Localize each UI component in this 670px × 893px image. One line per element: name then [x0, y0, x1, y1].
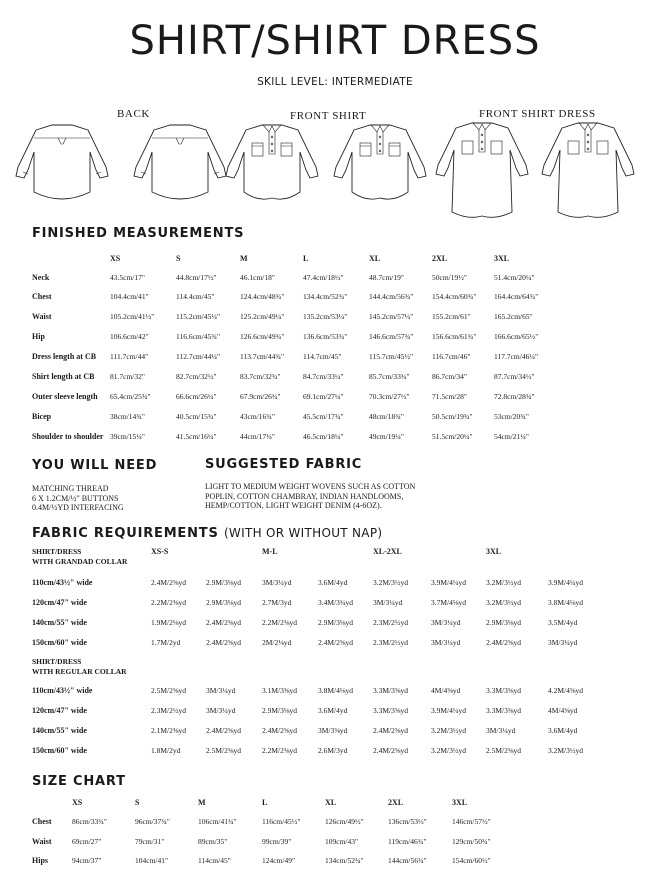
size-group-header: M-L: [262, 547, 278, 556]
fabric-amount-cell: 2.4M/2⅝yd: [486, 638, 522, 647]
measurement-label: Shirt length at CB: [32, 372, 95, 381]
size-chart-cell: 106cm/41¾": [198, 817, 237, 826]
size-chart-cell: 109cm/43": [325, 837, 359, 846]
fabric-amount-cell: 2.3M/2½yd: [373, 638, 409, 647]
you-will-need-line: MATCHING THREAD: [32, 484, 109, 493]
fabric-amount-cell: 3.2M/3½yd: [486, 598, 522, 607]
fabric-width-label: 110cm/43½" wide: [32, 578, 93, 587]
measurement-cell: 46.5cm/18¼": [303, 432, 344, 441]
measurement-cell: 106.6cm/42": [110, 332, 149, 341]
suggested-fabric-heading: SUGGESTED FABRIC: [205, 457, 363, 472]
fabric-amount-cell: 3.9M/4¼yd: [548, 578, 584, 587]
size-chart-header: S: [135, 798, 140, 807]
suggested-fabric-line: HEMP/COTTON, LIGHT WEIGHT DENIM (4-6OZ).: [205, 501, 382, 511]
measurement-cell: 46.1cm/18": [240, 273, 275, 282]
size-chart-heading: SIZE CHART: [32, 774, 126, 789]
fabric-amount-cell: 1.8M/2yd: [151, 746, 181, 755]
fabric-amount-cell: 3.2M/3½yd: [431, 726, 467, 735]
finished-measurements-heading: FINISHED MEASUREMENTS: [32, 226, 245, 241]
fabric-amount-cell: 2.3M/2½yd: [151, 706, 187, 715]
fabric-amount-cell: 2.2M/2⅜yd: [151, 598, 187, 607]
page-title: SHIRT/SHIRT DRESS: [129, 18, 541, 64]
measurement-cell: 112.7cm/44¼": [176, 352, 221, 361]
measurement-cell: 44cm/17¼": [240, 432, 275, 441]
measurement-label: Chest: [32, 292, 52, 301]
measurement-cell: 126.6cm/49¾": [240, 332, 285, 341]
fabric-amount-cell: 2.2M/2⅜yd: [262, 618, 298, 627]
size-chart-cell: 116cm/45½": [262, 817, 301, 826]
measurement-cell: 71.5cm/28": [432, 392, 467, 401]
fabric-amount-cell: 2.4M/2⅝yd: [262, 726, 298, 735]
measurement-label: Shoulder to shoulder: [32, 432, 104, 441]
fabric-amount-cell: 2.9M/3⅛yd: [206, 578, 242, 587]
size-header: 3XL: [494, 254, 510, 263]
size-chart-header: L: [262, 798, 268, 807]
you-will-need-heading: YOU WILL NEED: [32, 458, 158, 473]
fabric-width-label: 150cm/60" wide: [32, 638, 87, 647]
size-header: M: [240, 254, 248, 263]
suggested-fabric-text: [205, 482, 415, 511]
measurement-cell: 48.7cm/19": [369, 273, 404, 282]
measurement-cell: 136.6cm/53¾": [303, 332, 348, 341]
fabric-amount-cell: 3M/3¼yd: [206, 706, 236, 715]
fabric-amount-cell: 2.5M/2⅝yd: [486, 746, 522, 755]
measurement-cell: 146.6cm/57¾": [369, 332, 414, 341]
fabric-group-label-line: WITH REGULAR COLLAR: [32, 666, 127, 676]
front-shirt-regular: [334, 125, 426, 199]
fabric-amount-cell: 2.9M/3⅛yd: [206, 598, 242, 607]
fabric-group-label: [32, 547, 127, 566]
fabric-requirements-heading: [32, 526, 382, 541]
suggested-fabric-line: POPLIN, COTTON CHAMBRAY, INDIAN HANDLOOMS,: [205, 491, 404, 501]
fabric-amount-cell: 3.2M/3½yd: [373, 578, 409, 587]
fabric-amount-cell: 2.9M/3⅛yd: [486, 618, 522, 627]
measurement-cell: 49cm/19¼": [369, 432, 404, 441]
size-group-header: 3XL: [486, 547, 502, 556]
fabric-amount-cell: 3.7M/4⅛yd: [431, 598, 467, 607]
measurement-cell: 51.4cm/20¼": [494, 273, 535, 282]
fabric-amount-cell: 3M/3¼yd: [431, 638, 461, 647]
size-chart-label: Waist: [32, 837, 52, 846]
measurement-cell: 115.7cm/45½": [369, 352, 414, 361]
measurement-cell: 114.4cm/45": [176, 292, 215, 301]
fabric-amount-cell: 3.3M/3⅝yd: [373, 686, 409, 695]
fabric-amount-cell: 2.4M/2⅝yd: [206, 726, 242, 735]
fabric-amount-cell: 3.5M/4yd: [548, 618, 578, 627]
fabric-requirements-subtitle: (WITH OR WITHOUT NAP): [223, 526, 383, 540]
back-view-dress: [134, 125, 226, 199]
fabric-amount-cell: 2.4M/2⅝yd: [206, 618, 242, 627]
fabric-amount-cell: 3.6M/4yd: [548, 726, 578, 735]
fabric-amount-cell: 3.6M/4yd: [318, 706, 348, 715]
fabric-amount-cell: 1.9M/2⅛yd: [151, 618, 187, 627]
measurement-cell: 40.5cm/15¾": [176, 412, 217, 421]
size-chart-cell: 154cm/60½": [452, 856, 491, 865]
fabric-amount-cell: 2.5M/2⅝yd: [151, 686, 187, 695]
fabric-amount-cell: 2.9M/3⅛yd: [318, 618, 354, 627]
size-chart-cell: 96cm/37¾": [135, 817, 170, 826]
fabric-amount-cell: 2.4M/2⅝yd: [206, 638, 242, 647]
measurement-cell: 65.4cm/25¾": [110, 392, 151, 401]
measurement-cell: 165.2cm/65": [494, 312, 533, 321]
size-chart-header: XL: [325, 798, 337, 807]
measurement-cell: 144.4cm/56¾": [369, 292, 414, 301]
size-chart-cell: 79cm/31": [135, 837, 165, 846]
size-header: L: [303, 254, 309, 263]
fabric-amount-cell: 3.2M/3½yd: [486, 578, 522, 587]
measurement-cell: 145.2cm/57¼": [369, 312, 414, 321]
fabric-amount-cell: 4.2M/4⅝yd: [548, 686, 584, 695]
measurement-cell: 43.5cm/17": [110, 273, 145, 282]
fabric-amount-cell: 4M/4⅜yd: [548, 706, 578, 715]
size-chart-header: 3XL: [452, 798, 468, 807]
size-chart-cell: 89cm/35": [198, 837, 228, 846]
fabric-amount-cell: 4M/4⅜yd: [431, 686, 461, 695]
size-chart-cell: 134cm/52¾": [325, 856, 364, 865]
size-chart-cell: 136cm/53½": [388, 817, 427, 826]
front-shirt-grandad: [226, 125, 318, 199]
you-will-need-line: 6 X 1.2CM/½" BUTTONS: [32, 493, 119, 503]
size-chart-header: M: [198, 798, 206, 807]
measurement-cell: 50cm/19½": [432, 273, 467, 282]
measurement-cell: 114.7cm/45": [303, 352, 342, 361]
size-chart-cell: 146cm/57½": [452, 817, 491, 826]
measurement-cell: 70.3cm/27½": [369, 392, 410, 401]
size-chart-cell: 104cm/41": [135, 856, 169, 865]
measurement-label: Neck: [32, 273, 50, 282]
measurement-cell: 117.7cm/46¼": [494, 352, 539, 361]
fabric-amount-cell: 2.3M/2½yd: [373, 618, 409, 627]
suggested-fabric-line: LIGHT TO MEDIUM WEIGHT WOVENS SUCH AS COTTON: [205, 482, 416, 491]
measurement-cell: 67.9cm/26¾": [240, 392, 281, 401]
size-chart-cell: 69cm/27": [72, 837, 102, 846]
measurement-label: Bicep: [32, 412, 52, 421]
fabric-group-label: [32, 657, 127, 676]
measurement-cell: 66.6cm/26¼": [176, 392, 217, 401]
size-chart-cell: 94cm/37": [72, 856, 102, 865]
fabric-width-label: 120cm/47" wide: [32, 598, 87, 607]
size-chart-cell: 129cm/50¾": [452, 837, 491, 846]
measurement-cell: 72.8cm/28¾": [494, 392, 535, 401]
garment-flats-illustration: [0, 118, 670, 220]
fabric-requirements-title: FABRIC REQUIREMENTS: [32, 526, 219, 541]
skill-level: SKILL LEVEL: INTERMEDIATE: [257, 76, 413, 88]
measurement-cell: 124.4cm/48¾": [240, 292, 285, 301]
size-chart-header: XS: [72, 798, 83, 807]
measurement-cell: 45.5cm/17¾": [303, 412, 344, 421]
measurement-cell: 125.2cm/49¼": [240, 312, 285, 321]
fabric-width-label: 120cm/47" wide: [32, 706, 87, 715]
size-chart-cell: 126cm/49½": [325, 817, 364, 826]
size-header: S: [176, 254, 181, 263]
measurement-cell: 115.2cm/45¼": [176, 312, 221, 321]
fabric-amount-cell: 3.2M/3½yd: [431, 746, 467, 755]
measurement-cell: 116.7cm/46": [432, 352, 471, 361]
size-chart-cell: 99cm/39": [262, 837, 292, 846]
measurement-cell: 134.4cm/52¾": [303, 292, 348, 301]
fabric-group-label-line: SHIRT/DRESS: [32, 657, 82, 666]
fabric-amount-cell: 3.3M/3⅝yd: [486, 686, 522, 695]
measurement-cell: 54cm/21¼": [494, 432, 529, 441]
fabric-amount-cell: 3.6M/4yd: [318, 578, 348, 587]
fabric-width-label: 150cm/60" wide: [32, 746, 87, 755]
measurement-cell: 38cm/14¾": [110, 412, 145, 421]
measurement-cell: 87.7cm/34½": [494, 372, 535, 381]
fabric-amount-cell: 2.6M/3yd: [318, 746, 348, 755]
size-header: 2XL: [432, 254, 448, 263]
measurement-cell: 85.7cm/33¾": [369, 372, 410, 381]
measurement-cell: 113.7cm/44¾": [240, 352, 285, 361]
fabric-amount-cell: 2.4M/2⅝yd: [373, 726, 409, 735]
measurement-cell: 69.1cm/27¼": [303, 392, 344, 401]
measurement-cell: 164.4cm/64¾": [494, 292, 539, 301]
measurement-cell: 156.6cm/61¾": [432, 332, 477, 341]
measurement-cell: 135.2cm/53¼": [303, 312, 348, 321]
measurement-cell: 81.7cm/32": [110, 372, 145, 381]
size-chart-cell: 119cm/46¾": [388, 837, 427, 846]
size-chart-cell: 124cm/49": [262, 856, 296, 865]
fabric-amount-cell: 2M/2⅛yd: [262, 638, 292, 647]
size-header: XS: [110, 254, 121, 263]
fabric-amount-cell: 3.8M/4⅛yd: [548, 598, 584, 607]
fabric-amount-cell: 2.9M/3⅛yd: [262, 706, 298, 715]
fabric-amount-cell: 3.1M/3⅜yd: [262, 686, 298, 695]
measurement-cell: 154.4cm/60¾": [432, 292, 477, 301]
fabric-amount-cell: 3.2M/3½yd: [548, 746, 584, 755]
fabric-amount-cell: 3M/3¼yd: [373, 598, 403, 607]
measurement-label: Dress length at CB: [32, 352, 97, 361]
fabric-amount-cell: 2.7M/3yd: [262, 598, 292, 607]
fabric-width-label: 140cm/55" wide: [32, 618, 87, 627]
measurement-cell: 50.5cm/19¾": [432, 412, 473, 421]
size-chart-label: Hips: [32, 856, 49, 865]
fabric-amount-cell: 3M/3¼yd: [262, 578, 292, 587]
measurement-label: Hip: [32, 332, 45, 341]
you-will-need-line: 0.4M/½YD INTERFACING: [32, 503, 124, 513]
measurement-cell: 53cm/20¾": [494, 412, 529, 421]
size-chart-label: Chest: [32, 817, 52, 826]
size-chart-header: 2XL: [388, 798, 404, 807]
view-label-back: BACK: [117, 108, 150, 120]
measurement-cell: 86.7cm/34": [432, 372, 467, 381]
measurement-cell: 41.5cm/16¼": [176, 432, 217, 441]
fabric-amount-cell: 3M/3¼yd: [486, 726, 516, 735]
back-view-shirt: [16, 125, 108, 199]
measurement-cell: 105.2cm/41½": [110, 312, 155, 321]
fabric-amount-cell: 3M/3¼yd: [206, 686, 236, 695]
fabric-amount-cell: 2.5M/2⅝yd: [206, 746, 242, 755]
measurement-cell: 116.6cm/45¾": [176, 332, 221, 341]
fabric-group-label-line: WITH GRANDAD COLLAR: [32, 556, 128, 566]
size-group-header: XS-S: [151, 547, 169, 556]
size-group-header: XL-2XL: [373, 547, 402, 556]
fabric-width-label: 110cm/43½" wide: [32, 686, 93, 695]
fabric-amount-cell: 3.9M/4¼yd: [431, 578, 467, 587]
fabric-amount-cell: 2.1M/2⅜yd: [151, 726, 187, 735]
front-dress-grandad: [436, 123, 528, 217]
fabric-amount-cell: 3.9M/4¼yd: [431, 706, 467, 715]
measurement-cell: 83.7cm/32¾": [240, 372, 281, 381]
measurement-cell: 82.7cm/32½": [176, 372, 217, 381]
front-dress-regular: [542, 123, 634, 217]
measurement-cell: 155.2cm/61": [432, 312, 471, 321]
size-chart-cell: 144cm/56¾": [388, 856, 427, 865]
view-label-front-shirt: FRONT SHIRT: [290, 110, 367, 122]
measurement-cell: 43cm/16¾": [240, 412, 275, 421]
fabric-amount-cell: 2.4M/2⅝yd: [373, 746, 409, 755]
size-chart-cell: 86cm/33¾": [72, 817, 107, 826]
fabric-amount-cell: 3.3M/3⅝yd: [486, 706, 522, 715]
measurement-cell: 39cm/15¼": [110, 432, 145, 441]
size-header: XL: [369, 254, 381, 263]
fabric-amount-cell: 2.2M/2⅜yd: [262, 746, 298, 755]
view-label-front-shirt-dress: FRONT SHIRT DRESS: [479, 108, 596, 120]
measurement-cell: 84.7cm/33¼": [303, 372, 344, 381]
fabric-amount-cell: 3M/3⅜yd: [318, 726, 348, 735]
you-will-need-list: [32, 484, 124, 513]
fabric-amount-cell: 3.4M/3¾yd: [318, 598, 354, 607]
fabric-amount-cell: 2.4M/2⅝yd: [318, 638, 354, 647]
measurement-cell: 47.4cm/18½": [303, 273, 344, 282]
fabric-amount-cell: 1.7M/2yd: [151, 638, 181, 647]
measurement-label: Waist: [32, 312, 52, 321]
measurement-cell: 51.5cm/20¼": [432, 432, 473, 441]
fabric-width-label: 140cm/55" wide: [32, 726, 87, 735]
size-chart-cell: 114cm/45": [198, 856, 231, 865]
fabric-amount-cell: 3.8M/4⅛yd: [318, 686, 354, 695]
fabric-amount-cell: 3M/3¼yd: [431, 618, 461, 627]
fabric-amount-cell: 3.3M/3⅝yd: [373, 706, 409, 715]
measurement-cell: 104.4cm/41": [110, 292, 149, 301]
fabric-amount-cell: 3M/3¼yd: [548, 638, 578, 647]
fabric-amount-cell: 2.4M/2⅝yd: [151, 578, 187, 587]
measurement-cell: 44.8cm/17½": [176, 273, 217, 282]
measurement-label: Outer sleeve length: [32, 392, 98, 401]
fabric-group-label-line: SHIRT/DRESS: [32, 547, 82, 556]
measurement-cell: 48cm/18¾": [369, 412, 404, 421]
measurement-cell: 111.7cm/44": [110, 352, 149, 361]
measurement-cell: 166.6cm/65½": [494, 332, 539, 341]
